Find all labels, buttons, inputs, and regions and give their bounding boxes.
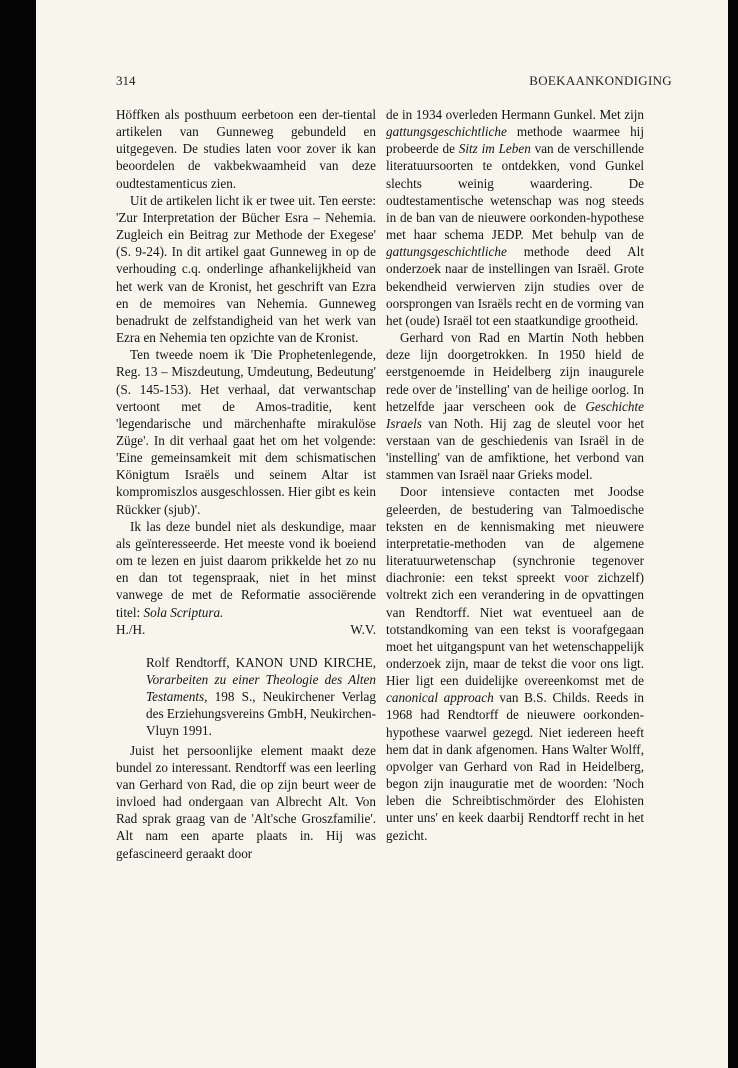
paragraph-continuation: Höffken als posthuum eerbetoon een der-tiental artikelen van Gunneweg gebundeld en uitgegeven. De studies laten voor zover ik kan beoordelen de vakbekwaamheid van deze oudtestamenticus zien. — [116, 107, 376, 191]
text-run: van Noth. Hij zag de sleutel voor het verstaan van de geschiedenis van Israël in de 'instelling' van de amfiktione, het verbond van stammen van Israël naar Grieks model. — [386, 415, 644, 483]
review-author-title: Rolf Rendtorff, KANON UND KIRCHE, — [146, 654, 376, 670]
text-run: Door intensieve contacten met Joodse geleerden, de bestudering van Talmoedische teksten en de kennismaking met nieuwere interpretatie-methoden van de algemene literatuurwetenschap (synchronie tegenover diachronie: een tekst spreekt voor zichzelf) voltrekt zich een verandering in de opvattingen van Rendtorff. Niet wat eventueel aan de totstandkoming van een tekst is voorafgegaan moet het uitgangspunt van het wetenschappelijk onderzoek zijn, maar de tekst die voor ons ligt. Hier ligt een duidelijke overeenkomst met de — [386, 484, 644, 689]
paragraph-first-article: Uit de artikelen licht ik er twee uit. Ten eerste: 'Zur Interpretation der Bücher Esra – Nehemia. Zugleich ein Beitrag zur Methode der Exegese' (S. 9-24). In dit artikel gaat Gunneweg in op de verhouding c.q. onderlinge afhankelijkheid van het werk van de Kronist, het geschrift van Ezra en de memoires van Nehemia. Gunneweg benadrukt de zelfstandigheid van het werk van Ezra en Nehemia ten opzichte van de Kronist. — [116, 192, 376, 346]
page-header — [116, 73, 672, 89]
paragraph-gunkel — [386, 106, 644, 329]
left-column — [116, 106, 376, 862]
paragraph-rendtorff — [386, 483, 644, 843]
signature-right: W.V. — [350, 621, 376, 637]
term-gattungsgeschichtliche-2: gattungsgeschichtliche — [386, 244, 507, 260]
text-run: van de verschillende literatuursoorten te ontdekken, vond Gunkel slechts weinig waardering. De oudtestamentische wetenschap was nog steeds in de ban van de nieuwere oorkonden-hypothese met haar schema JEDP. Met behulp van de — [386, 141, 644, 243]
paragraph-review-intro: Juist het persoonlijke element maakt deze bundel zo interessant. Rendtorff was een leerling van Gerhard von Rad, die op zijn beurt weer de invloed had ondergaan van Albrecht Alt. Von Rad sprak graag van de 'Alt'sche Groszfamilie'. Alt nam een aparte plaats in. Hij was gefascineerd geraakt door — [116, 742, 376, 861]
paragraph-second-article: Ten tweede noem ik 'Die Prophetenlegende, Reg. 13 – Miszdeutung, Umdeutung, Bedeutung' (S. 145-153). Het verhaal, dat verwantschap vertoont met de Amos-traditie, kent 'legendarische und märchenhafte mirakulöse Züge'. In dit verhaal gaat het om het volgende: 'Eine gemeinsamkeit mit dem schismatischen Königtum Israëls und seinem Altar ist kompromiszlos ausgeschlossen. Hier gibt es kein Rückker (sjub)'. — [116, 347, 376, 517]
signature-left: H./H. — [116, 621, 146, 637]
review-book-subtitle: Vorarbeiten zu einer Theologie des Alten Testaments, — [146, 672, 376, 705]
book-page — [36, 0, 728, 1068]
text-run: van B.S. Childs. Reeds in 1968 had Rendtorff de nieuwere oorkonden-hypothese vaarwel gezegd. Niet iedereen heeft hem dat in dank afgenomen. Hans Walter Wolff, opvolger van Gerhard von Rad in Heidelberg, begon zijn inauguratie met de woorden: 'Noch leben die Schreibtischmörder des Elohisten unter uns' en keek daarbij Rendtorff recht in het gezicht. — [386, 690, 644, 843]
page-number: 314 — [116, 73, 136, 88]
review-heading — [146, 654, 376, 740]
text-run: methode deed Alt onderzoek naar de instellingen van Israël. Grote bekendheid verwierven zijn studies over de oorsprongen van Israëls recht en de vorming van het (oude) Israël tot een staatkundige grootheid. — [386, 244, 644, 328]
term-geschichte-israels: Geschichte Israels — [386, 398, 644, 431]
paragraph-von-rad-noth — [386, 329, 644, 483]
term-canonical-approach: canonical approach — [386, 690, 494, 706]
text-run: Gerhard von Rad en Martin Noth hebben deze lijn doorgetrokken. In 1950 hield de eerstgenoemde in Heidelberg zijn inaugurele rede over de 'instelling' van de heilige oorlog. In hetzelfde jaar verscheen ook de — [386, 330, 644, 414]
review-citation — [146, 654, 376, 740]
text-run: de in 1934 overleden Hermann Gunkel. Met zijn — [386, 107, 644, 122]
term-gattungsgeschichtliche: gattungsgeschichtliche — [386, 124, 507, 140]
term-sitz-im-leben: Sitz im Leben — [458, 141, 531, 157]
running-title: BOEKAANKONDIGING — [529, 73, 672, 88]
conclusion-text: Ik las deze bundel niet als deskundige, maar als geïnteresseerde. Het meeste vond ik boeiend om te lezen en juist daarom prikkelde het zo nu en dan tot tegenspraak, niet in het minst vanwege de met de Reformatie associërende titel: — [116, 518, 376, 620]
text-run: methode waarmee hij probeerde de — [386, 124, 644, 157]
right-column — [386, 106, 644, 844]
book-title-sola-scriptura: Sola Scriptura. — [143, 604, 224, 620]
review-signature — [116, 621, 376, 638]
review-publication-details: 198 S., Neukirchener Verlag des Erziehungsvereins GmbH, Neukirchen-Vluyn 1991. — [146, 689, 376, 739]
paragraph-conclusion — [116, 518, 376, 621]
